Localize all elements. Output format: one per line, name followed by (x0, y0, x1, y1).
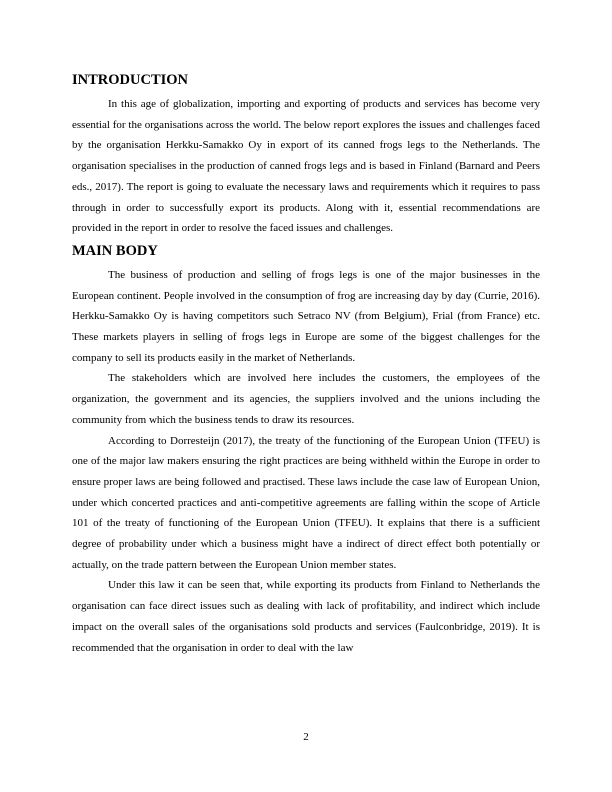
introduction-paragraph: In this age of globalization, importing and exporting of products and services has become very essential for the organisations across the world. The below report explores the issues and challenges faced by the organisation Herkku-Samakko Oy in export of its canned frogs legs to the Netherlands. The organisation specialises in the production of canned frogs legs and is based in Finland (Barnard and Peers eds., 2017). The report is going to evaluate the necessary laws and requirements which it requires to pass through in order to successfully export its products. Along with it, essential recommendations are provided in the report in order to resolve the faced issues and challenges. (72, 98, 540, 235)
main-body-paragraph-3: According to Dorresteijn (2017), the treaty of the functioning of the European Union (TFEU) is one of the major law makers ensuring the right practices are being withheld within the Europe in order to ensure proper laws are being followed and practised. These laws include the case law of European Union, under which concerted practices and anti-competitive agreements are falling within the scope of Article 101 of the treaty of functioning of the European Union (TFEU). It explains that there is a sufficient degree of probability under which a business might have a indirect of direct effect both potentially or actually, on the trade pattern between the European Union member states. (72, 434, 540, 571)
main-body-paragraph-1: The business of production and selling of frogs legs is one of the major businesses in the European continent. People involved in the consumption of frog are increasing day by day (Currie, 2016). Herkku-Samakko Oy is having competitors such Setraco NV (from Belgium), Frial (from France) etc. These markets players in selling of frogs legs in Europe are some of the biggest challenges for the company to sell its products easily in the market of Netherlands. (72, 268, 540, 364)
introduction-heading: INTRODUCTION (72, 72, 189, 88)
introduction-section (72, 70, 540, 239)
main-body-paragraph-4: Under this law it can be seen that, while exporting its products from Finland to Netherlands the organisation can face direct issues such as dealing with lack of profitability, and indirect which include impact on the overall sales of the organisations sold products and services (Faulconbridge, 2019). It is recommended that the organisation in order to deal with the law (72, 579, 540, 654)
main-body-paragraph-2: The stakeholders which are involved here includes the customers, the employees of the organization, the government and its agencies, the suppliers involved and the unions including the community from which the business tends to draw its resources. (72, 372, 540, 426)
document-page (72, 70, 540, 658)
page-number: 2 (303, 731, 309, 743)
main-body-heading: MAIN BODY (72, 242, 158, 259)
main-body-section (72, 241, 540, 658)
